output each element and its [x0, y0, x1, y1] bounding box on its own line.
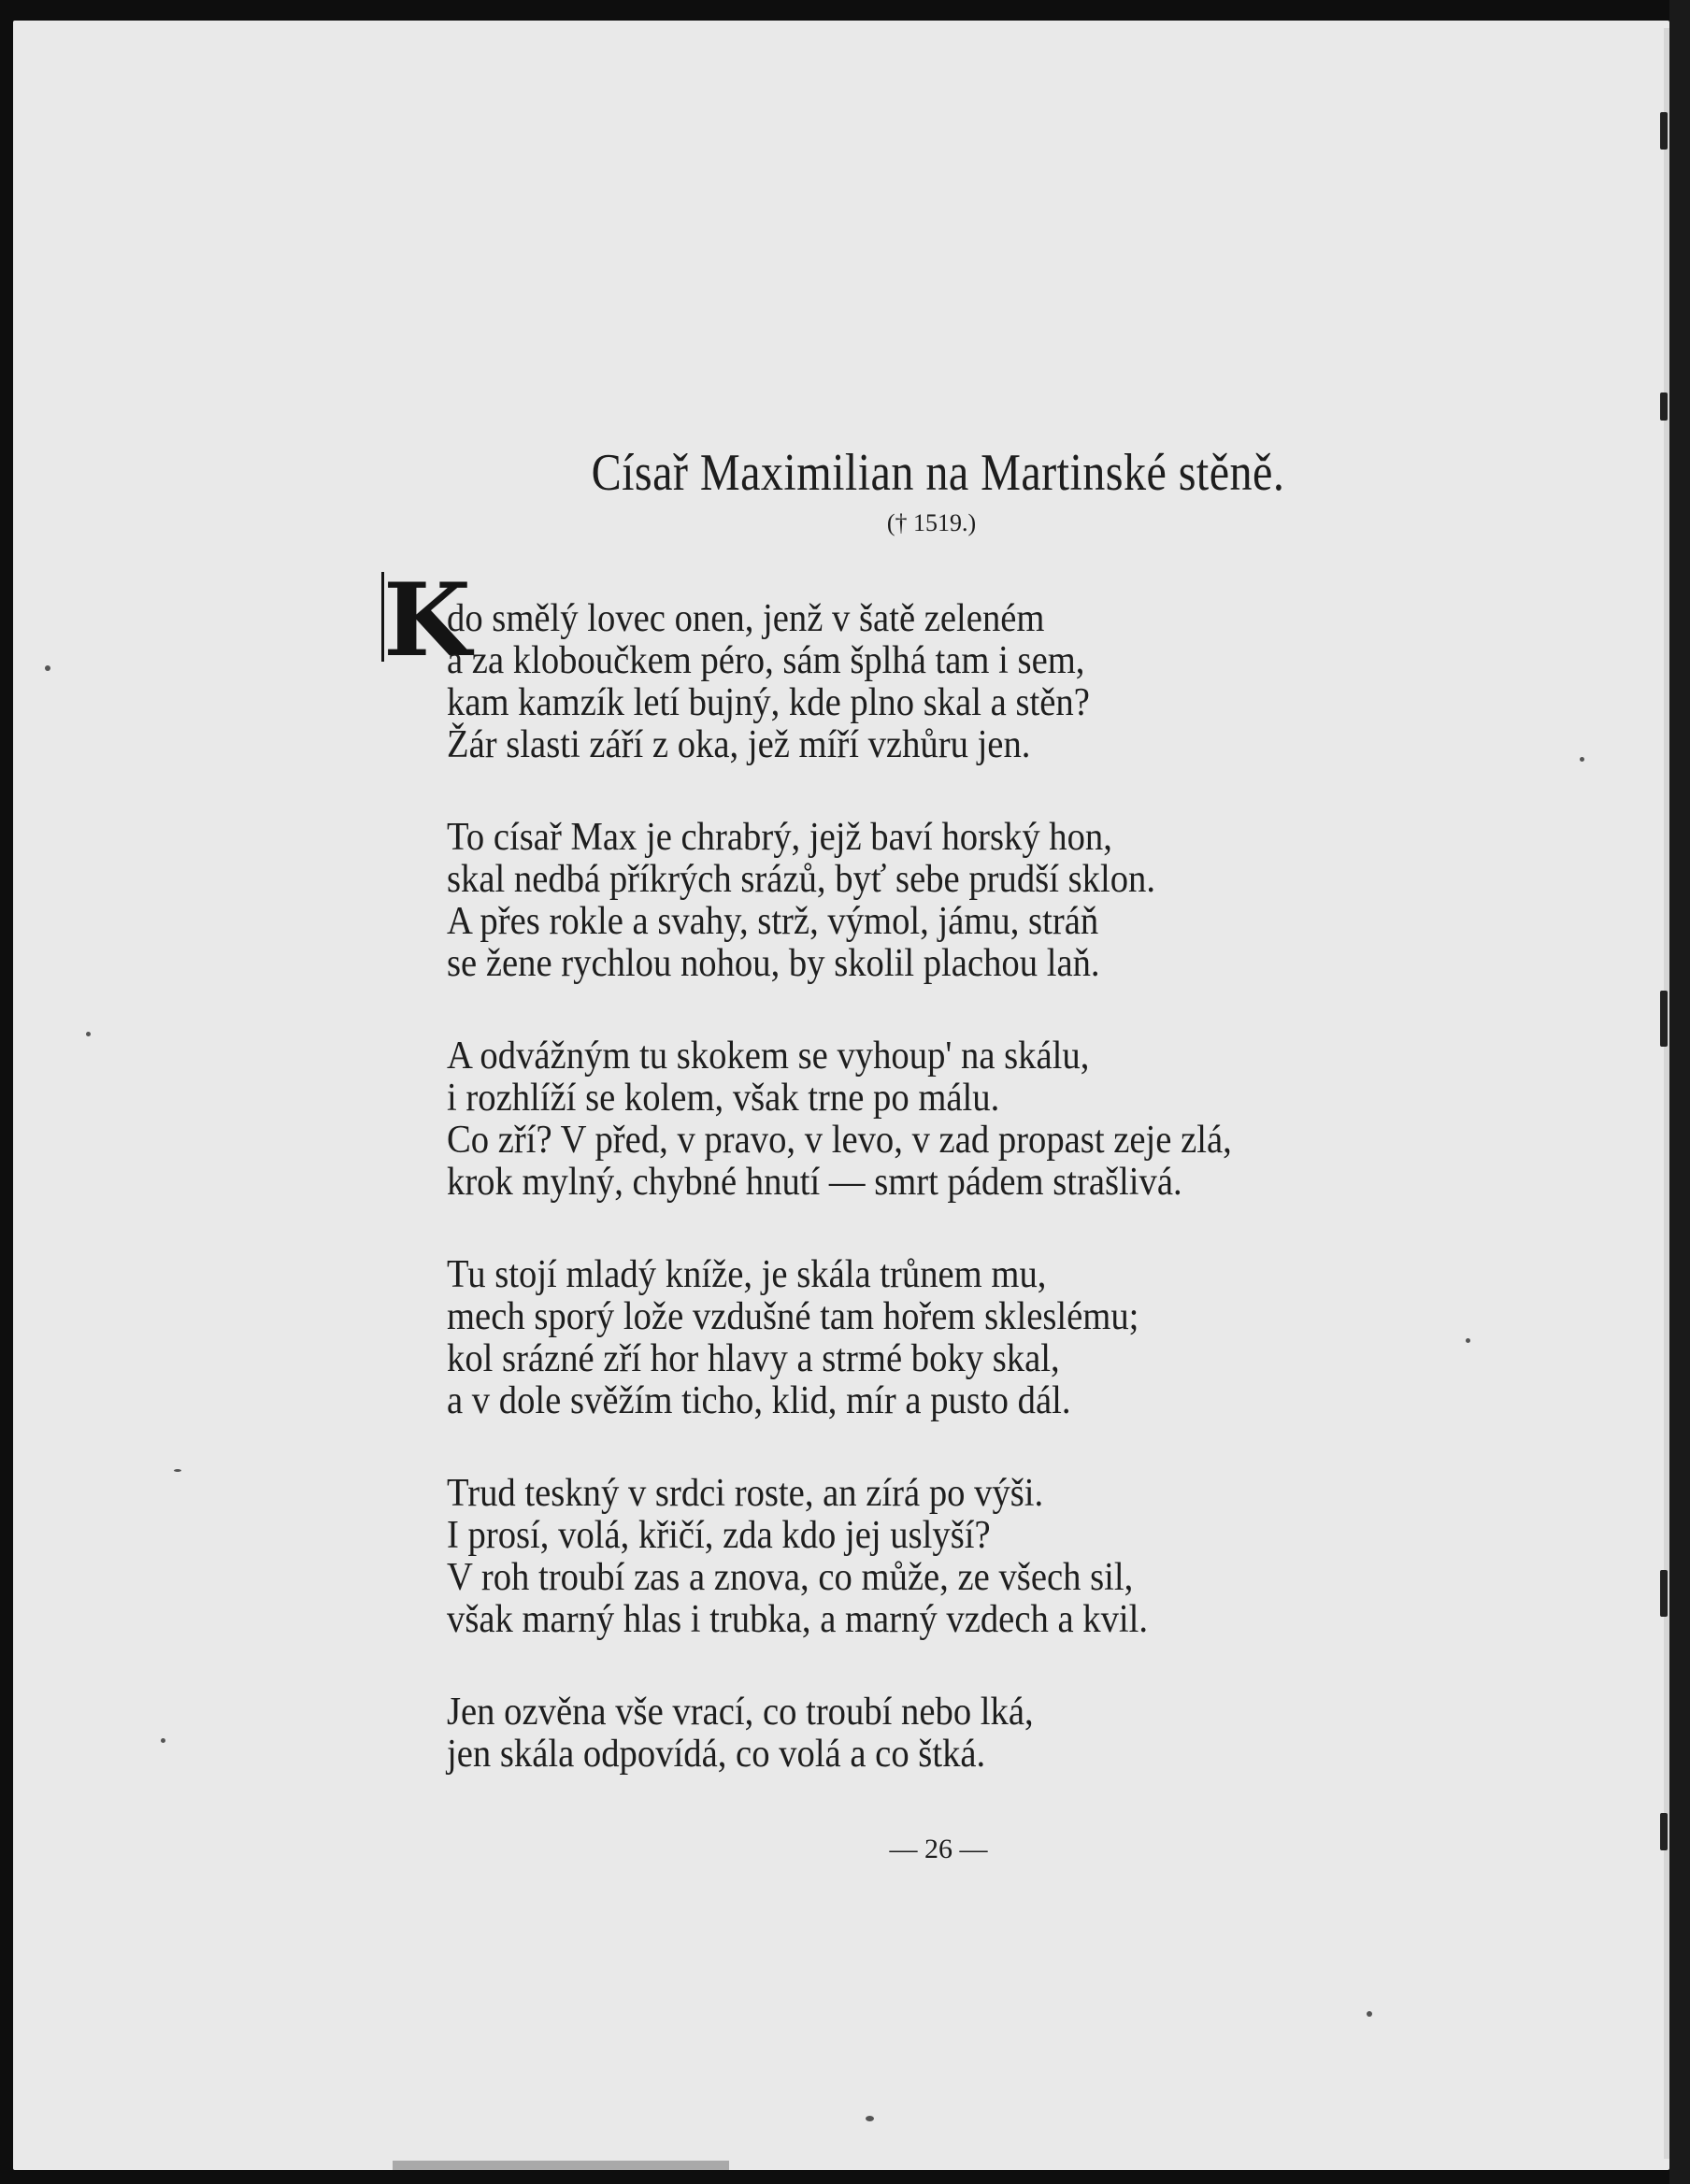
- edge-mark: [1660, 393, 1668, 421]
- stanza: [447, 1035, 1444, 1204]
- verse-line: do smělý lovec onen, jenž v šatě zeleném: [447, 597, 1045, 640]
- scan-speck: [1367, 2011, 1372, 2017]
- scan-speck: [866, 2116, 874, 2121]
- stanza: [447, 1692, 1444, 1776]
- verse-line: skal nedbá příkrých srázů, byť sebe prudší sklon.: [447, 858, 1156, 901]
- verse-line: Tu stojí mladý kníže, je skála trůnem mu,: [447, 1253, 1047, 1296]
- verse-line: A přes rokle a svahy, strž, výmol, jámu, stráň: [447, 900, 1099, 943]
- edge-mark: [1660, 112, 1668, 150]
- stanza: [447, 817, 1444, 985]
- verse-line: mech sporý lože vzdušné tam hořem skleslému;: [447, 1295, 1139, 1338]
- stanza: [447, 598, 1444, 766]
- verse-line: A odvážným tu skokem se vyhoup' na skálu,: [447, 1035, 1090, 1078]
- scan-speck: [45, 665, 50, 671]
- verse-line: I prosí, volá, křičí, zda kdo jej uslyší?: [447, 1514, 991, 1557]
- poem-body: [447, 598, 1444, 1826]
- verse-line: kam kamzík letí bujný, kde plno skal a stěn?: [447, 681, 1090, 724]
- edge-mark: [1660, 1570, 1668, 1617]
- verse-line: jen skála odpovídá, co volá a co štká.: [447, 1733, 986, 1776]
- verse-line: i rozhlíží se kolem, však trne po málu.: [447, 1077, 1000, 1120]
- verse-line: krok mylný, chybné hnutí — smrt pádem strašlivá.: [447, 1161, 1182, 1204]
- stanza: [447, 1473, 1444, 1641]
- verse-line: Žár slasti září z oka, jež míří vzhůru jen.: [447, 723, 1031, 766]
- scan-speck: [161, 1738, 165, 1743]
- verse-line: Jen ozvěna vše vrací, co troubí nebo lká,: [447, 1691, 1034, 1734]
- dropcap-letter: K: [383, 562, 471, 679]
- scan-artifact: [393, 2161, 729, 2170]
- stanza: [447, 1254, 1444, 1422]
- verse-line: To císař Max je chrabrý, jejž baví horský hon,: [447, 816, 1112, 859]
- verse-line: a za kloboučkem péro, sám šplhá tam i sem,: [447, 639, 1085, 682]
- poem-subtitle: († 1519.): [886, 509, 977, 536]
- verse-line: kol srázné zří hor hlavy a strmé boky skal,: [447, 1337, 1060, 1380]
- scan-speck: [174, 1469, 181, 1472]
- poem-title: Císař Maximilian na Martinské stěně.: [591, 444, 1285, 502]
- page-number: — 26 —: [889, 1834, 988, 1864]
- verse-line: a v dole svěžím ticho, klid, mír a pusto dál.: [447, 1379, 1071, 1422]
- scan-speck: [86, 1032, 91, 1036]
- scan-speck: [1580, 757, 1584, 762]
- verse-line: však marný hlas i trubka, a marný vzdech a kvil.: [447, 1598, 1149, 1641]
- verse-line: se žene rychlou nohou, by skolil plachou laň.: [447, 942, 1100, 985]
- verse-line: Co zří? V před, v pravo, v levo, v zad propast zeje zlá,: [447, 1119, 1232, 1162]
- edge-mark: [1660, 991, 1668, 1047]
- verse-line: Trud teskný v srdci roste, an zírá po výši.: [447, 1472, 1044, 1515]
- scan-speck: [1466, 1338, 1470, 1343]
- verse-line: V roh troubí zas a znova, co může, ze všech sil,: [447, 1556, 1134, 1599]
